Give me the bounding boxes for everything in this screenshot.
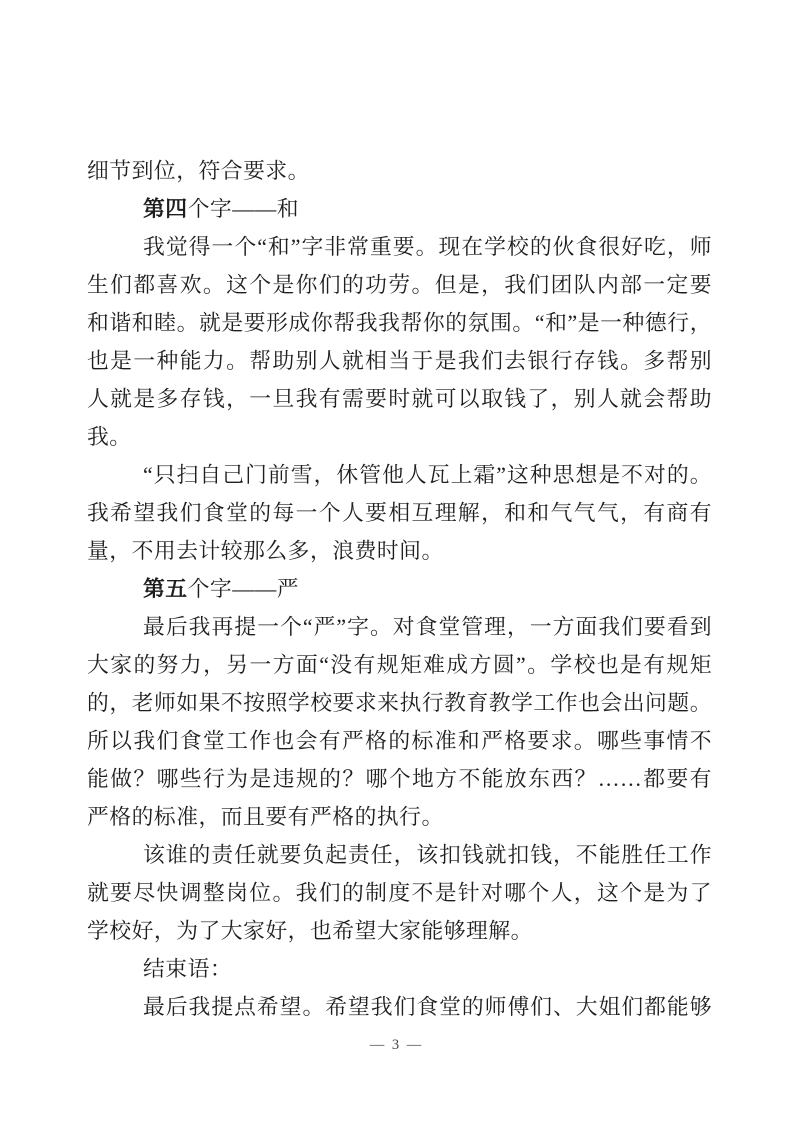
- text-line: 所以我们食堂工作也会有严格的标准和严格要求。哪些事情不: [87, 729, 712, 753]
- text-line: 大家的努力，另一方面“没有规矩难成方圆”。学校也是有规矩: [87, 653, 712, 677]
- text-line: 最后我再提一个“严”字。对食堂管理，一方面我们要看到: [143, 615, 712, 639]
- text-line: 细节到位，符合要求。: [87, 159, 310, 183]
- text-line: 生们都喜欢。这个是你们的功劳。但是，我们团队内部一定要: [87, 273, 712, 297]
- heading-number: 第五: [143, 577, 188, 601]
- heading-number: 第四: [143, 197, 188, 221]
- closing-label: 结束语：: [143, 957, 233, 981]
- text-line: 和谐和睦。就是要形成你帮我我帮你的氛围。“和”是一种德行，: [87, 311, 712, 335]
- text-line: 我希望我们食堂的每一个人要相互理解，和和气气气，有商有: [87, 501, 712, 525]
- section-heading-four: [87, 190, 712, 228]
- page-number: — 3 —: [369, 1037, 424, 1053]
- text-line: 最后我提点希望。希望我们食堂的师傅们、大姐们都能够: [143, 995, 712, 1019]
- text-line: 量，不用去计较那么多，浪费时间。: [87, 539, 444, 563]
- text-line: 严格的标准，而且要有严格的执行。: [87, 805, 444, 829]
- text-line: 人就是多存钱，一旦我有需要时就可以取钱了，别人就会帮助: [87, 387, 712, 411]
- text-line: 能做？哪些行为是违规的？哪个地方不能放东西？……都要有: [87, 767, 712, 791]
- section-heading-five: [87, 570, 712, 608]
- document-text-block: [87, 152, 712, 1026]
- text-line: 的，老师如果不按照学校要求来执行教育教学工作也会出问题。: [87, 691, 712, 715]
- text-line: 我。: [87, 425, 132, 449]
- heading-rest: 个字——和: [187, 197, 300, 221]
- text-line: 也是一种能力。帮助别人就相当于是我们去银行存钱。多帮别: [87, 349, 712, 373]
- text-line: “只扫自己门前雪，休管他人瓦上霜”这种思想是不对的。: [143, 463, 712, 487]
- text-line: 就要尽快调整岗位。我们的制度不是针对哪个人，这个是为了: [87, 881, 712, 905]
- text-line: 该谁的责任就要负起责任，该扣钱就扣钱，不能胜任工作: [143, 843, 712, 867]
- text-line: 我觉得一个“和”字非常重要。现在学校的伙食很好吃，师: [143, 235, 712, 259]
- heading-rest: 个字——严: [187, 577, 300, 601]
- text-line: 学校好，为了大家好，也希望大家能够理解。: [87, 919, 533, 943]
